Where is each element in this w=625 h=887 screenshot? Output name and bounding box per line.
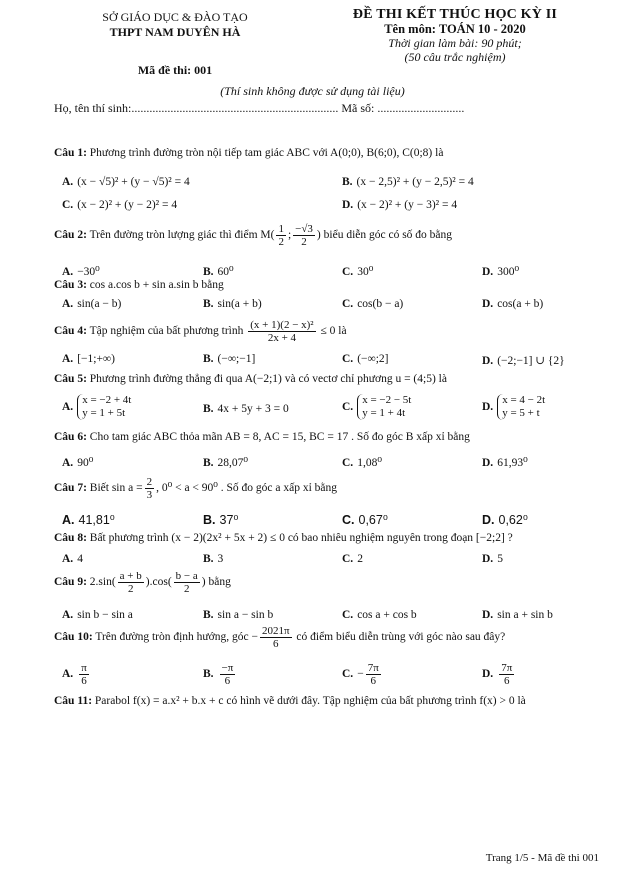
school-dept: SỞ GIÁO DỤC & ĐÀO TẠO (102, 10, 248, 24)
option-9b: B. sin a − sin b (203, 609, 274, 621)
option-3a: A. sin(a − b) (62, 298, 122, 310)
option-1a: A. (x − √5)² + (y − √5)² = 4 (62, 176, 190, 188)
option-1d: D. (x − 2)² + (y − 3)² = 4 (342, 199, 458, 211)
option-2c: C. 30⁰ (342, 266, 374, 278)
option-7a: A. 41,81⁰ (62, 513, 115, 527)
option-6d: D. 61,93⁰ (482, 457, 528, 469)
question-11: Câu 11: Parabol f(x) = a.x² + b.x + c có hình vẽ dưới đây. Tập nghiệm của bất phương trình f(x) > 0 là (54, 695, 526, 707)
exam-header (330, 8, 580, 64)
option-6b: B. 28,07⁰ (203, 457, 249, 469)
exam-title: ĐỀ THI KẾT THÚC HỌC KỲ II (352, 7, 558, 22)
option-7c: C. 0,67⁰ (342, 513, 388, 527)
option-6c: C. 1,08⁰ (342, 457, 382, 469)
option-2d: D. 300⁰ (482, 266, 520, 278)
option-3b: B. sin(a + b) (203, 298, 262, 310)
question-5: Câu 5: Phương trình đường thẳng đi qua A(−2;1) và có vectơ chỉ phương u = (4;5) là (54, 373, 447, 385)
option-5b: B. 4x + 5y + 3 = 0 (203, 403, 289, 415)
option-1b: B. (x − 2,5)² + (y − 2,5)² = 4 (342, 176, 474, 188)
option-10b: B. $\frac{-\pi}{6}$ (203, 662, 234, 687)
option-4a: A. [−1;+∞) (62, 353, 115, 365)
option-8c: C. 2 (342, 553, 363, 565)
question-9: Câu 9: 2.sin( $\frac{a + b}{2}$ ).cos( $\frac{b - a}{2}$ ) bằng (54, 570, 231, 595)
option-9d: D. sin a + sin b (482, 609, 553, 621)
option-6a: A. 90⁰ (62, 457, 94, 469)
option-4b: B. (−∞;−1] (203, 353, 256, 365)
question-7: Câu 7: Biết sin a = $\frac{2}{3}$ , 0⁰ < a < 90⁰ . Số đo góc a xấp xỉ bằng (54, 476, 338, 501)
option-9a: A. sin b − sin a (62, 609, 133, 621)
option-8d: D. 5 (482, 553, 503, 565)
question-1: Câu 1: Phương trình đường tròn nội tiếp tam giác ABC với A(0;0), B(6;0), C(0;8) là (54, 147, 444, 159)
question-3: Câu 3: cos a.cos b + sin a.sin b bằng (54, 279, 224, 291)
option-5d: D. x = 4 − 2t y = 5 + t (482, 394, 546, 419)
option-10c: C. − $\frac{7\pi}{6}$ (342, 662, 379, 687)
option-7b: B. 37⁰ (203, 513, 239, 527)
num-questions: (50 câu trắc nghiệm) (404, 50, 506, 64)
option-3c: C. cos(b − a) (342, 298, 404, 310)
option-5a: A. x = −2 + 4t y = 1 + 5t (62, 394, 132, 419)
option-2b: B. 60⁰ (203, 266, 234, 278)
option-4c: C. (−∞;2] (342, 353, 389, 365)
question-10: Câu 10: Trên đường tròn định hướng, góc − $\frac{2021\pi}{6}$ có điểm biểu diễn trùng với góc nào sau đây? (54, 625, 506, 650)
school-header (90, 10, 260, 78)
question-6: Câu 6: Cho tam giác ABC thỏa mãn AB = 8, AC = 15, BC = 17 . Số đo góc B xấp xỉ bằng (54, 431, 470, 443)
question-4: Câu 4: Tập nghiệm của bất phương trình $\frac{\text{(x + 1)(2 − x)²}}{2x + 4}$ ≤ 0 là (54, 319, 347, 344)
candidate-line: Họ, tên thí sinh:..................................................................... Mã số: ............................. (54, 101, 465, 115)
option-4d: D. (−2;−1] ∪ {2} (482, 355, 565, 367)
option-10d: D. $\frac{7\pi}{6}$ (482, 662, 513, 687)
subject: Tên môn: TOÁN 10 - 2020 (384, 22, 526, 36)
option-1c: C. (x − 2)² + (y − 2)² = 4 (62, 199, 178, 211)
option-2a: A. −30⁰ (62, 266, 100, 278)
option-5c: C. x = −2 − 5t y = 1 + 4t (342, 394, 412, 419)
option-3d: D. cos(a + b) (482, 298, 544, 310)
option-9c: C. cos a + cos b (342, 609, 417, 621)
option-8b: B. 3 (203, 553, 224, 565)
exam-code: Mã đề thi: 001 (137, 63, 213, 77)
exam-note: (Thí sinh không được sử dụng tài liệu) (220, 84, 405, 98)
question-2: Câu 2: Trên đường tròn lượng giác thì điểm M( $\frac{1}{2}$ ; $\frac{-√3}{2}$ ) biểu diễn góc có số đo bằng (54, 223, 453, 248)
school-name: THPT NAM DUYÊN HÀ (109, 25, 241, 39)
duration: Thời gian làm bài: 90 phút; (388, 36, 522, 50)
question-8: Câu 8: Bất phương trình (x − 2)(2x² + 5x + 2) ≤ 0 có bao nhiêu nghiệm nguyên trong đoạn [−2;2] ? (54, 532, 513, 544)
option-7d: D. 0,62⁰ (482, 513, 528, 527)
option-10a: A. $\frac{\pi}{6}$ (62, 662, 87, 687)
option-8a: A. 4 (62, 553, 83, 565)
page-footer: Trang 1/5 - Mã đề thi 001 (485, 852, 599, 864)
